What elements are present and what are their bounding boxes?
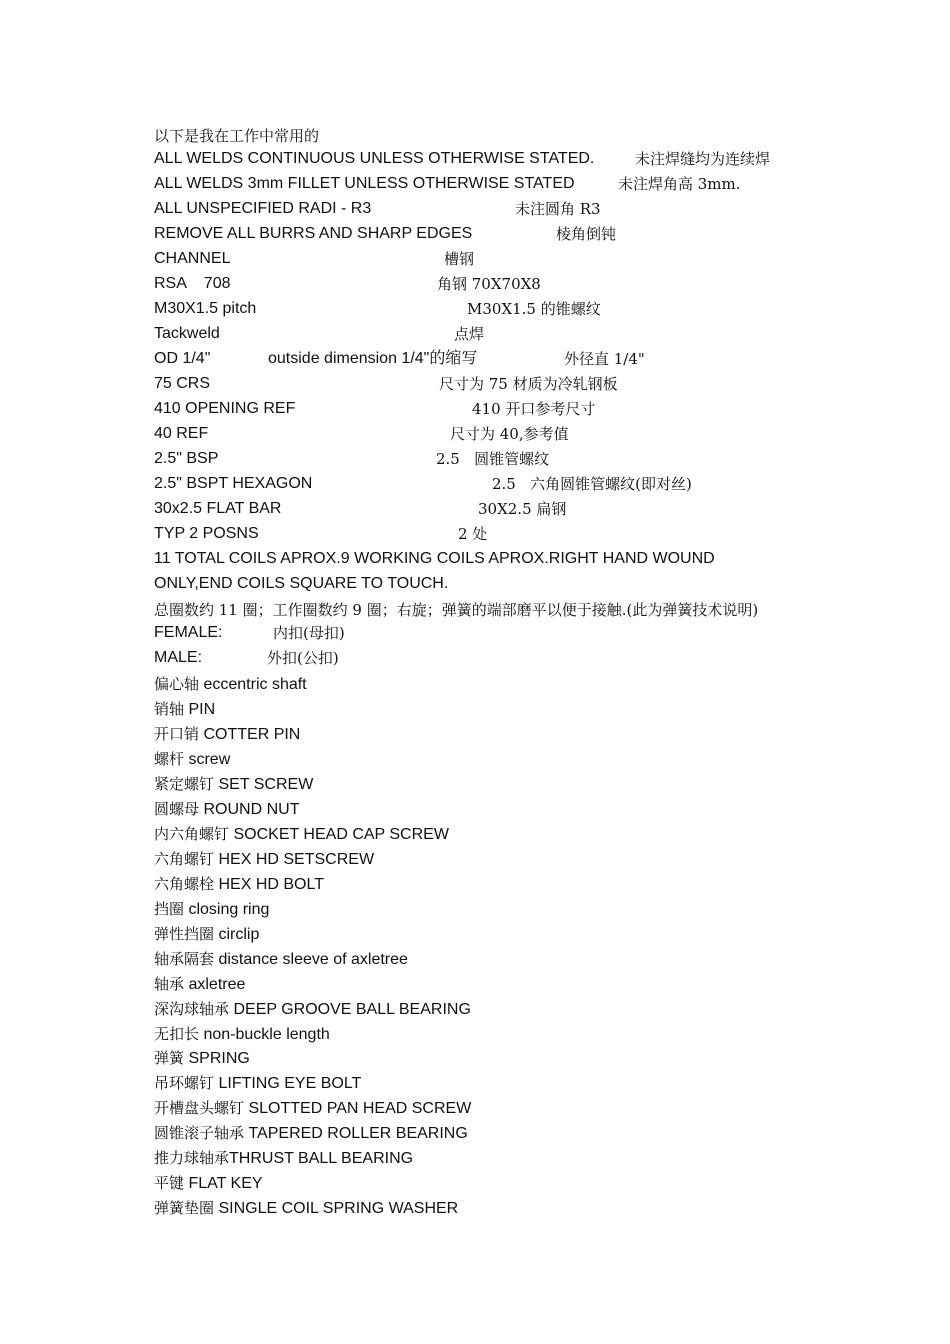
- vocab-en: HEX HD SETSCREW: [218, 851, 375, 868]
- vocab-row: [154, 974, 245, 995]
- vocab-en: axletree: [188, 976, 246, 993]
- term-explanation: outside dimension 1/4"的缩写: [268, 350, 478, 367]
- term-en: M30X1.5 pitch: [154, 300, 257, 317]
- term-en: 2.5" BSP: [154, 450, 219, 467]
- vocab-cn: 推力球轴承: [154, 1149, 230, 1167]
- term-en: REMOVE ALL BURRS AND SHARP EDGES: [154, 225, 473, 242]
- vocab-row: [154, 899, 269, 920]
- vocab-cn: 弹簧: [154, 1049, 185, 1067]
- vocab-row: [154, 949, 408, 970]
- term-en: Tackweld: [154, 325, 220, 342]
- vocab-en: distance sleeve of axletree: [218, 951, 408, 968]
- vocab-cn: 弹性挡圈: [154, 925, 215, 943]
- term-cn: 未注圆角 R3: [515, 200, 601, 218]
- vocab-row: [154, 799, 299, 820]
- vocab-cn: 内六角螺钉: [154, 825, 230, 843]
- term-en: 30x2.5 FLAT BAR: [154, 500, 282, 517]
- term-cn: 30X2.5 扁钢: [478, 500, 567, 518]
- vocab-cn: 螺杆: [154, 750, 185, 768]
- term-cn: 点焊: [454, 325, 485, 343]
- vocab-en: ROUND NUT: [203, 801, 300, 818]
- vocab-en: SINGLE COIL SPRING WASHER: [218, 1200, 459, 1217]
- vocab-row: [154, 1098, 471, 1119]
- term-en: 410 OPENING REF: [154, 400, 296, 417]
- vocab-row: [154, 1024, 330, 1045]
- term-cn: 2.5 圆锥管螺纹: [436, 450, 550, 468]
- term-cn: M30X1.5 的锥螺纹: [467, 300, 601, 318]
- vocab-cn: 六角螺钉: [154, 850, 215, 868]
- vocab-en: non-buckle length: [203, 1026, 330, 1043]
- vocab-en: PIN: [188, 701, 216, 718]
- vocab-cn: 六角螺栓: [154, 875, 215, 893]
- male-label: MALE:: [154, 649, 203, 666]
- vocab-en: THRUST BALL BEARING: [229, 1150, 414, 1167]
- vocab-cn: 弹簧垫圈: [154, 1199, 215, 1217]
- term-cn: 角钢 70X70X8: [437, 275, 541, 293]
- term-en: TYP 2 POSNS: [154, 525, 259, 542]
- vocab-en: SET SCREW: [218, 776, 314, 793]
- female-label: FEMALE:: [154, 624, 223, 641]
- term-cn: 410 开口参考尺寸: [472, 400, 596, 418]
- term-en: ALL WELDS CONTINUOUS UNLESS OTHERWISE STATED.: [154, 150, 595, 167]
- vocab-row: [154, 924, 259, 945]
- vocab-row: [154, 999, 471, 1020]
- coil-note-cn: 总圈数约 11 圈；工作圈数约 9 圈；右旋；弹簧的端部磨平以便于接触.(此为弹簧技术说明): [154, 601, 759, 619]
- vocab-en: LIFTING EYE BOLT: [218, 1075, 362, 1092]
- vocab-row: [154, 824, 449, 845]
- vocab-row: [154, 874, 324, 895]
- term-cn: 2.5 六角圆锥管螺纹(即对丝): [492, 475, 692, 493]
- vocab-en: TAPERED ROLLER BEARING: [248, 1125, 468, 1142]
- vocab-row: [154, 1073, 361, 1094]
- term-cn: 尺寸为 40,参考值: [450, 425, 569, 443]
- vocab-en: SLOTTED PAN HEAD SCREW: [248, 1100, 472, 1117]
- vocab-cn: 圆锥滚子轴承: [154, 1124, 245, 1142]
- vocab-cn: 深沟球轴承: [154, 1000, 230, 1018]
- female-cn: 内扣(母扣): [273, 624, 345, 642]
- vocab-cn: 紧定螺钉: [154, 775, 215, 793]
- vocab-en: FLAT KEY: [188, 1175, 263, 1192]
- vocab-row: [154, 1198, 458, 1219]
- vocab-en: COTTER PIN: [203, 726, 301, 743]
- vocab-en: screw: [188, 751, 231, 768]
- vocab-en: closing ring: [188, 901, 270, 918]
- vocab-row: [154, 774, 313, 795]
- term-en: OD 1/4": [154, 350, 211, 367]
- vocab-en: circlip: [218, 926, 260, 943]
- vocab-row: [154, 1173, 263, 1194]
- term-en: 40 REF: [154, 425, 209, 442]
- intro-line: 以下是我在工作中常用的: [154, 127, 320, 145]
- vocab-cn: 轴承: [154, 975, 185, 993]
- vocab-cn: 轴承隔套: [154, 950, 215, 968]
- vocab-cn: 吊环螺钉: [154, 1074, 215, 1092]
- vocab-row: [154, 699, 215, 720]
- term-en: 75 CRS: [154, 375, 211, 392]
- vocab-row: [154, 849, 374, 870]
- term-cn: 外径直 1/4": [564, 350, 645, 368]
- vocab-cn: 平键: [154, 1174, 185, 1192]
- term-cn: 槽钢: [444, 250, 475, 268]
- term-en: ALL WELDS 3mm FILLET UNLESS OTHERWISE STATED: [154, 175, 575, 192]
- vocab-cn: 无扣长: [154, 1025, 200, 1043]
- vocab-row: [154, 749, 230, 770]
- male-cn: 外扣(公扣): [267, 649, 339, 667]
- term-cn: 2 处: [458, 525, 488, 543]
- term-cn: 棱角倒钝: [556, 225, 617, 243]
- term-cn: 未注焊缝均为连续焊: [635, 150, 771, 168]
- term-cn: 未注焊角高 3mm.: [618, 175, 741, 193]
- coil-note-line-1: 11 TOTAL COILS APROX.9 WORKING COILS APROX.RIGHT HAND WOUND: [154, 550, 715, 567]
- vocab-en: eccentric shaft: [203, 676, 307, 693]
- vocab-cn: 圆螺母: [154, 800, 200, 818]
- vocab-row: [154, 674, 307, 695]
- vocab-cn: 销轴: [154, 700, 185, 718]
- term-cn: 尺寸为 75 材质为冷轧钢板: [439, 375, 618, 393]
- vocab-row: [154, 1148, 413, 1169]
- vocab-en: HEX HD BOLT: [218, 876, 324, 893]
- vocab-row: [154, 1048, 250, 1069]
- term-en: RSA 708: [154, 275, 231, 292]
- vocab-row: [154, 1123, 468, 1144]
- vocab-cn: 偏心轴: [154, 675, 200, 693]
- vocab-cn: 开槽盘头螺钉: [154, 1099, 245, 1117]
- vocab-en: SPRING: [188, 1050, 250, 1067]
- vocab-cn: 挡圈: [154, 900, 185, 918]
- term-en: CHANNEL: [154, 250, 231, 267]
- vocab-en: DEEP GROOVE BALL BEARING: [233, 1001, 471, 1018]
- coil-note-line-2: ONLY,END COILS SQUARE TO TOUCH.: [154, 575, 449, 592]
- term-en: ALL UNSPECIFIED RADI - R3: [154, 200, 372, 217]
- vocab-en: SOCKET HEAD CAP SCREW: [233, 826, 449, 843]
- vocab-cn: 开口销: [154, 725, 200, 743]
- term-en: 2.5" BSPT HEXAGON: [154, 475, 313, 492]
- vocab-row: [154, 724, 300, 745]
